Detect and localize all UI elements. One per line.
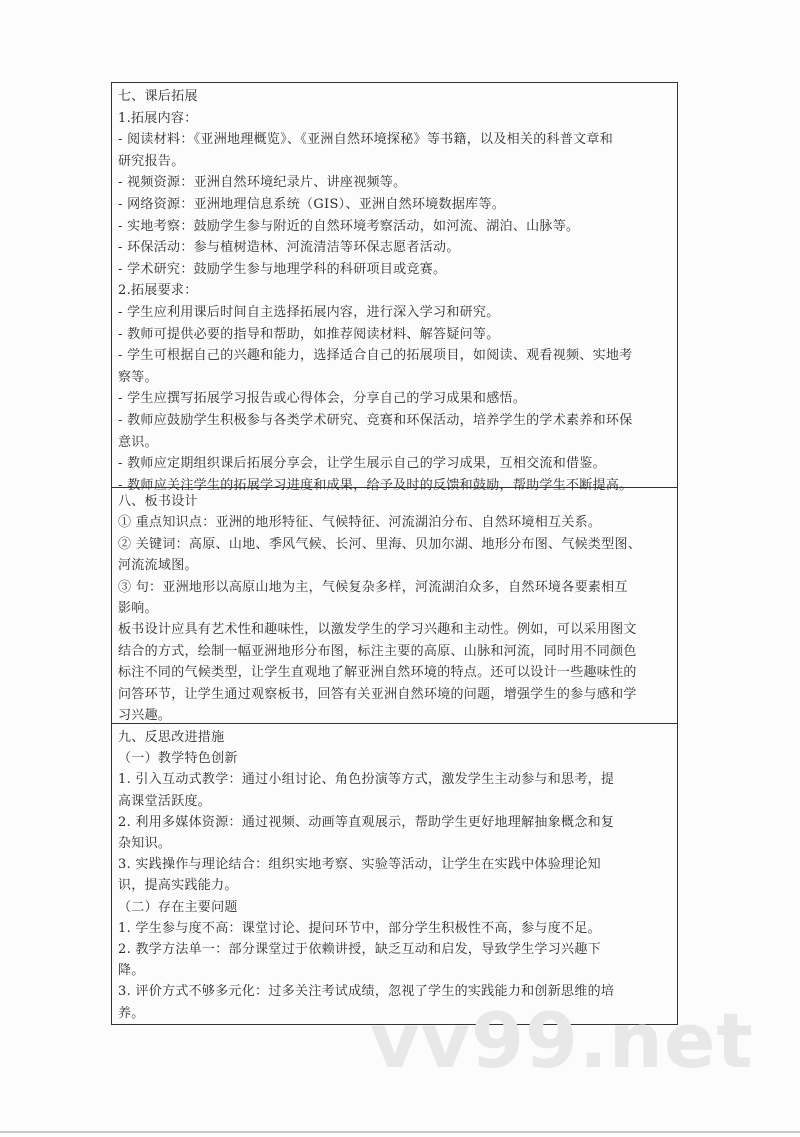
- text-line: 研究报告。: [118, 153, 185, 169]
- text-line: 2. 利用多媒体资源：通过视频、动画等直观展示，帮助学生更好地理解抽象概念和复: [118, 814, 615, 830]
- text-line: 标注不同的气候类型，让学生直观地了解亚洲自然环境的特点。还可以设计一些趣味性的: [118, 665, 637, 681]
- text-line: 1. 引入互动式教学：通过小组讨论、角色扮演等方式，激发学生主动参与和思考，提: [118, 772, 615, 788]
- text-line: 意识。: [118, 434, 158, 450]
- text-line: - 教师可提供必要的指导和帮助，如推荐阅读材料、解答疑问等。: [118, 326, 500, 342]
- text-line: 1.拓展内容：: [118, 110, 198, 126]
- section-reflection: [112, 723, 677, 1024]
- text-line: - 网络资源：亚洲地理信息系统（GIS）、亚洲自然环境数据库等。: [118, 196, 506, 212]
- page-bottom-divider: [0, 1131, 800, 1133]
- text-line: - 教师应定期组织课后拓展分享会，让学生展示自己的学习成果，互相交流和借鉴。: [118, 456, 606, 472]
- text-line: - 学生应利用课后时间自主选择拓展内容，进行深入学习和研究。: [118, 304, 500, 320]
- text-line: 河流流域图。: [118, 558, 198, 574]
- text-line: 高课堂活跃度。: [118, 793, 212, 809]
- section-heading: 七、课后拓展: [118, 89, 198, 104]
- text-line: （一）教学特色创新: [118, 751, 238, 767]
- section-blackboard-design: [112, 487, 677, 723]
- section-heading: 九、反思改进措施: [118, 730, 225, 745]
- watermark: vv99.net: [370, 996, 754, 1085]
- content-table: [111, 82, 678, 1025]
- text-line: - 环保活动：参与植树造林、河流清洁等环保志愿者活动。: [118, 240, 460, 256]
- text-line: 察等。: [118, 369, 158, 385]
- text-line: - 学术研究：鼓励学生参与地理学科的科研项目或竞赛。: [118, 261, 447, 277]
- text-line: （二）存在主要问题: [118, 899, 238, 915]
- text-line: ② 关键词：高原、山地、季风气候、长河、里海、贝加尔湖、地形分布图、气候类型图、: [118, 536, 642, 552]
- text-line: 识，提高实践能力。: [118, 878, 238, 894]
- text-line: - 视频资源：亚洲自然环境纪录片、讲座视频等。: [118, 175, 407, 191]
- text-line: 降。: [118, 963, 145, 979]
- text-line: 2.拓展要求：: [118, 283, 198, 299]
- text-line: 3. 评价方式不够多元化：过多关注考试成绩，忽视了学生的实践能力和创新思维的培: [118, 984, 615, 1000]
- text-line: 杂知识。: [118, 836, 172, 852]
- text-line: - 教师应关注学生的拓展学习进度和成果，给予及时的反馈和鼓励，帮助学生不断提高。: [118, 477, 633, 493]
- text-line: - 阅读材料：《亚洲地理概览》、《亚洲自然环境探秘》等书籍，以及相关的科普文章和: [118, 132, 614, 148]
- text-line: 养。: [118, 1005, 145, 1021]
- section-heading: 八、板书设计: [118, 494, 198, 509]
- text-line: 问答环节，让学生通过观察板书，回答有关亚洲自然环境的问题，增强学生的参与感和学: [118, 686, 637, 702]
- text-line: 板书设计应具有艺术性和趣味性，以激发学生的学习兴趣和主动性。例如，可以采用图文: [118, 622, 637, 638]
- text-line: 1. 学生参与度不高：课堂讨论、提问环节中，部分学生积极性不高，参与度不足。: [118, 920, 601, 936]
- text-line: 3. 实践操作与理论结合：组织实地考察、实验等活动，让学生在实践中体验理论知: [118, 857, 601, 873]
- text-line: - 学生应撰写拓展学习报告或心得体会，分享自己的学习成果和感悟。: [118, 391, 527, 407]
- section-extension: [112, 83, 677, 493]
- text-line: 影响。: [118, 601, 158, 617]
- text-line: - 教师应鼓励学生积极参与各类学术研究、竞赛和环保活动，培养学生的学术素养和环保: [118, 412, 633, 428]
- text-line: 习兴趣。: [118, 708, 172, 724]
- text-line: - 学生可根据自己的兴趣和能力，选择适合自己的拓展项目，如阅读、观看视频、实地考: [118, 348, 633, 364]
- text-line: - 实地考察：鼓励学生参与附近的自然环境考察活动，如河流、湖泊、山脉等。: [118, 218, 580, 234]
- text-line: 2. 教学方法单一：部分课堂过于依赖讲授，缺乏互动和启发，导致学生学习兴趣下: [118, 942, 601, 958]
- text-line: ① 重点知识点：亚洲的地形特征、气候特征、河流湖泊分布、自然环境相互关系。: [118, 515, 602, 531]
- text-line: ③ 句：亚洲地形以高原山地为主，气候复杂多样，河流湖泊众多，自然环境各要素相互: [118, 579, 628, 595]
- text-line: 结合的方式，绘制一幅亚洲地形分布图，标注主要的高原、山脉和河流，同时用不同颜色: [118, 643, 637, 659]
